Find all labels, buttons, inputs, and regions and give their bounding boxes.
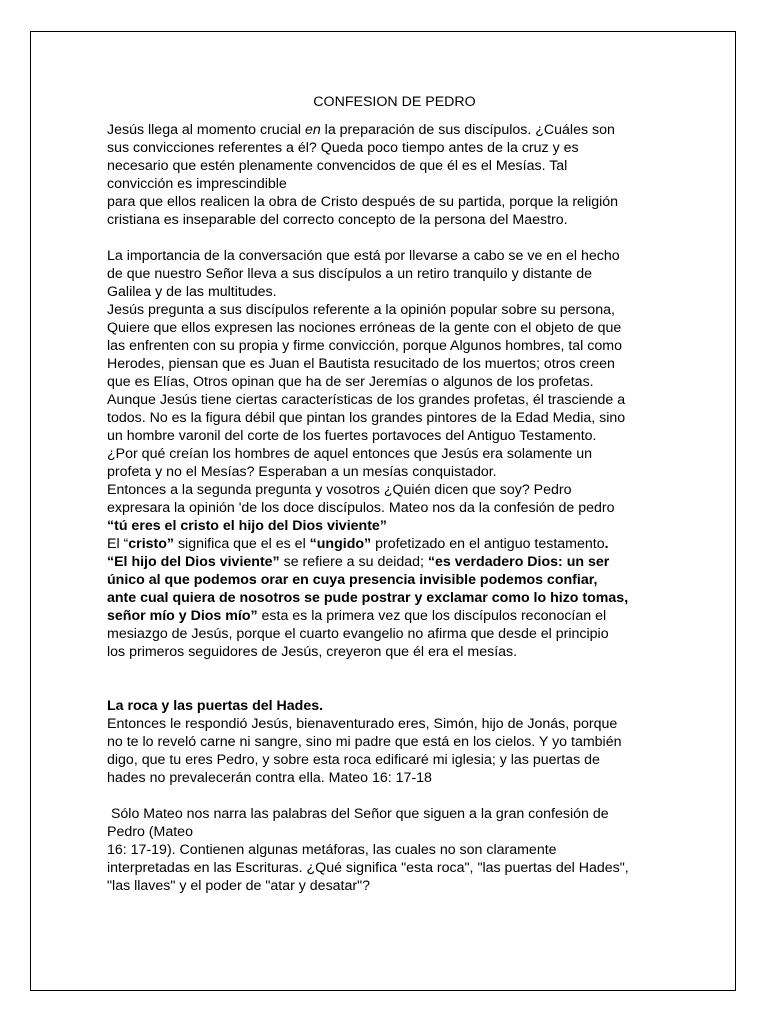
text-line: El “cristo” significa que el es el “ungido” profetizado en el antiguo testamento. <box>107 536 609 552</box>
text-line: Herodes, piensan que es Juan el Bautista resucitado de los muertos; otros creen <box>107 356 615 372</box>
text-line: Sólo Mateo nos narra las palabras del Señor que siguen a la gran confesión de <box>107 806 609 822</box>
paragraph-4 <box>107 805 682 895</box>
document-page <box>30 31 736 991</box>
text-line: Entonces a la segunda pregunta y vosotros ¿Quién dicen que soy? Pedro <box>107 482 572 498</box>
text-line: Aunque Jesús tiene ciertas características de los grandes profetas, él trasciende a <box>107 392 626 408</box>
text-line: necesario que estén plenamente convencidos de que él es el Mesías. Tal <box>107 158 568 174</box>
confession-quote: “tú eres el cristo el hijo del Dios viviente” <box>107 518 387 534</box>
text-line: Quiere que ellos expresen las nociones erróneas de la gente con el objeto de que <box>107 320 622 336</box>
text-line: cristiana es inseparable del correcto concepto de la persona del Maestro. <box>107 212 568 228</box>
text-line: las enfrenten con su propia y firme convicción, porque Algunos hombres, tal como <box>107 338 622 354</box>
text-line: profeta y no el Mesías? Esperaban a un mesías conquistador. <box>107 464 497 480</box>
text-line: que es Elías, Otros opinan que ha de ser Jeremías o algunos de los profetas. <box>107 374 594 390</box>
text-line: Pedro (Mateo <box>107 824 193 840</box>
paragraph-1 <box>107 121 682 229</box>
text-line: 16: 17-19). Contienen algunas metáforas, las cuales no son claramente <box>107 842 557 858</box>
text-line: mesiazgo de Jesús, porque el cuarto evangelio no afirma que desde el principio <box>107 626 609 642</box>
text-line: "las llaves" y el poder de "atar y desatar"? <box>107 878 371 894</box>
text-line: sus convicciones referentes a él? Queda poco tiempo antes de la cruz y es <box>107 140 579 156</box>
paragraph-spacer <box>107 229 682 247</box>
text-line: un hombre varonil del corte de los fuertes portavoces del Antiguo Testamento. <box>107 428 597 444</box>
section-heading: La roca y las puertas del Hades. <box>107 698 324 714</box>
document-body <box>107 93 682 895</box>
paragraph-2 <box>107 247 682 661</box>
text-line: no te lo reveló carne ni sangre, sino mi padre que está en los cielos. Y yo también <box>107 734 622 750</box>
paragraph-3 <box>107 715 682 787</box>
text-line: único al que podemos orar en cuya presencia invisible podemos confiar, <box>107 572 598 588</box>
text-line: Jesús pregunta a sus discípulos referente a la opinión popular sobre su persona, <box>107 302 615 318</box>
paragraph-spacer <box>107 787 682 805</box>
text-line: interpretadas en las Escrituras. ¿Qué significa "esta roca", "las puertas del Hades", <box>107 860 629 876</box>
text-line: para que ellos realicen la obra de Cristo después de su partida, porque la religión <box>107 194 619 210</box>
text-line: de que nuestro Señor lleva a sus discípulos a un retiro tranquilo y distante de <box>107 266 593 282</box>
text-line: los primeros seguidores de Jesús, creyeron que él era el mesías. <box>107 644 518 660</box>
text-line: ¿Por qué creían los hombres de aquel entonces que Jesús era solamente un <box>107 446 593 462</box>
text-line: expresara la opinión 'de los doce discípulos. Mateo nos da la confesión de pedro <box>107 500 615 516</box>
text-line: Jesús llega al momento crucial en la preparación de sus discípulos. ¿Cuáles son <box>107 122 615 138</box>
text-line: Entonces le respondió Jesús, bienaventurado eres, Simón, hijo de Jonás, porque <box>107 716 618 732</box>
text-line: La importancia de la conversación que está por llevarse a cabo se ve en el hecho <box>107 248 620 264</box>
paragraph-spacer <box>107 661 682 697</box>
text-line: convicción es imprescindible <box>107 176 287 192</box>
text-line: hades no prevalecerán contra ella. Mateo 16: 17-18 <box>107 770 432 786</box>
text-line: digo, que tu eres Pedro, y sobre esta roca edificaré mi iglesia; y las puertas de <box>107 752 600 768</box>
text-line: “El hijo del Dios viviente” se refiere a su deidad; “es verdadero Dios: un ser <box>107 554 610 570</box>
document-title: CONFESION DE PEDRO <box>313 94 476 110</box>
text-line: Galilea y de las multitudes. <box>107 284 277 300</box>
text-line: ante cual quiera de nosotros se pude postrar y exclamar como lo hizo tomas, <box>107 590 629 606</box>
text-line: señor mío y Dios mío” esta es la primera vez que los discípulos reconocían el <box>107 608 607 624</box>
text-line: todos. No es la figura débil que pintan los grandes pintores de la Edad Media, sino <box>107 410 626 426</box>
